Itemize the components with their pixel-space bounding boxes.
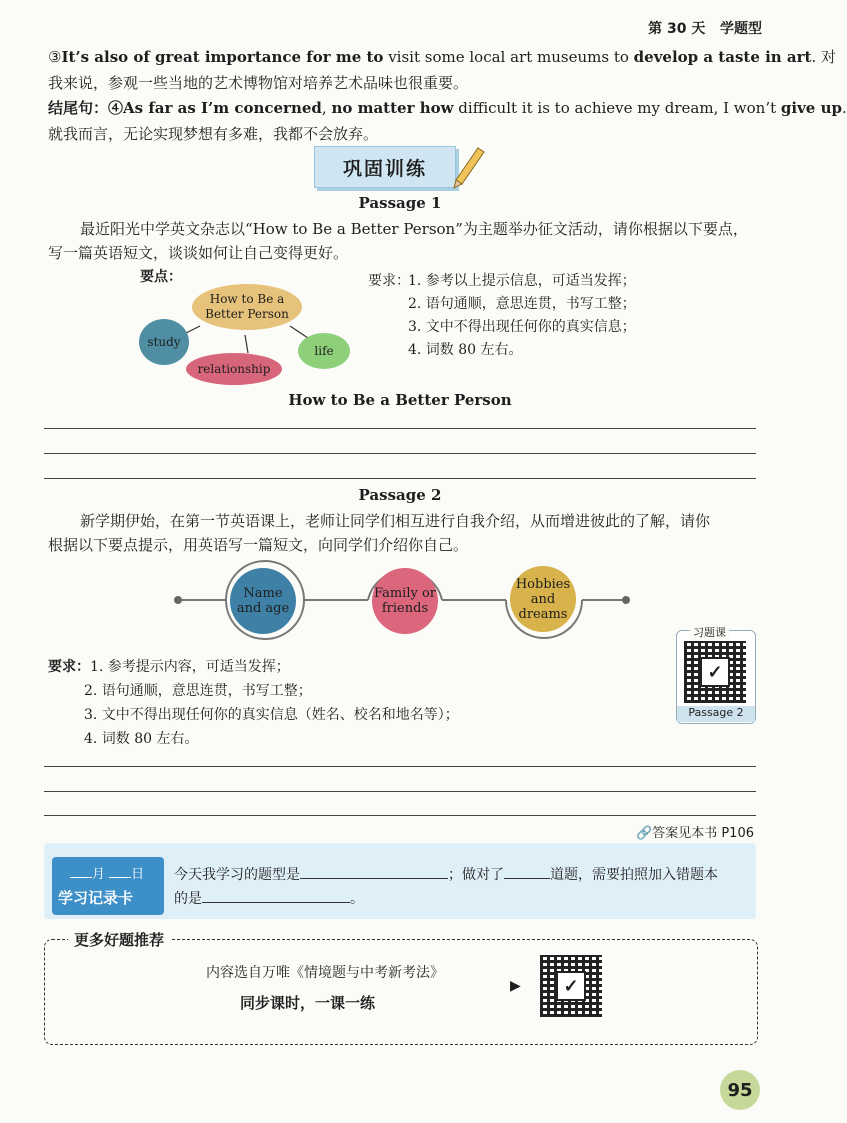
link-icon: 🔗 [636, 826, 653, 841]
passage2-desc-1: 新学期伊始，在第一节英语课上，老师让同学们相互进行自我介绍，从而增进彼此的了解，请你 [80, 512, 711, 530]
intro-line-3: 结尾句：④As far as I’m concerned, no matter how difficult it is to achieve my dream, I won’t give up. [48, 99, 847, 117]
section-title: 巩固训练 [314, 146, 456, 188]
passage2-desc-2: 根据以下要点提示，用英语写一篇短文，向同学们介绍你自己。 [48, 536, 469, 554]
p2-req-1: 1. 参考提示内容，可适当发挥； [90, 659, 290, 675]
writing-line [44, 766, 756, 767]
points-label: 要点： [140, 269, 182, 285]
p1-req-3: 3. 文中不得出现任何你的真实信息； [408, 319, 636, 335]
record-text-2: 的是 。 [174, 891, 364, 907]
more-line-1: 内容选自万唯《情境题与中考新考法》 [206, 965, 444, 981]
p2-req-3: 3. 文中不得出现任何你的真实信息（姓名、校名和地名等）； [84, 707, 459, 723]
passage1-desc-2: 写一篇英语短文，谈谈如何让自己变得更好。 [48, 244, 349, 262]
p2-req-4: 4. 词数 80 左右。 [84, 731, 199, 747]
intro-line-2: 我来说，参观一些当地的艺术博物馆对培养艺术品味也很重要。 [48, 74, 469, 92]
page-header: 第 30 天 学题型 [648, 21, 762, 37]
blank-type[interactable] [300, 878, 448, 879]
more-line-2: 同步课时，一课一练 [240, 994, 376, 1012]
mindmap-center: How to Be a Better Person [192, 284, 302, 330]
writing-line [44, 453, 756, 454]
p1-req-4: 4. 词数 80 左右。 [408, 342, 523, 358]
record-label-box: 月 日 学习记录卡 [52, 857, 164, 915]
arrow-right-icon: ▶ [510, 978, 521, 994]
writing-line [44, 428, 756, 429]
timeline-family-friends: Family or friends [372, 568, 438, 634]
writing-line [44, 815, 756, 816]
p1-req-label: 要求： [368, 273, 410, 289]
mindmap-life: life [298, 333, 350, 369]
mindmap-relationship: relationship [186, 353, 282, 385]
timeline-hobbies-dreams: Hobbies and dreams [510, 566, 576, 632]
timeline-name-age: Name and age [230, 568, 296, 634]
writing-line [44, 791, 756, 792]
p1-req-2: 2. 语句通顺，意思连贯，书写工整； [408, 296, 636, 312]
passage2-title: Passage 2 [358, 486, 442, 504]
passage1-desc-1: 最近阳光中学英文杂志以“How to Be a Better Person”为主题举办征文活动，请你根据以下要点， [80, 220, 748, 238]
qr-card-caption: Passage 2 [677, 706, 755, 722]
answer-reference: 🔗答案见本书 P106 [636, 826, 754, 841]
intro-line-1: ③It’s also of great importance for me to visit some local art museums to develop a taste in art. 对 [48, 48, 837, 66]
blank-mistakes[interactable] [202, 902, 350, 903]
qr-code[interactable]: ✓ [684, 641, 746, 703]
mindmap-study: study [139, 319, 189, 365]
writing-line [44, 478, 756, 479]
recommend-qr-code[interactable]: ✓ [540, 955, 602, 1017]
essay-title: How to Be a Better Person [288, 391, 512, 409]
pencil-icon [448, 140, 488, 190]
more-title: 更多好题推荐 [68, 929, 170, 950]
qr-card-title: 习题课 [690, 624, 729, 640]
record-text-1: 今天我学习的题型是 ；做对了 道题，需要拍照加入错题本 [174, 867, 718, 883]
p2-req-label: 要求： [48, 659, 90, 675]
p1-req-1: 1. 参考以上提示信息，可适当发挥； [408, 273, 636, 289]
blank-count[interactable] [504, 878, 550, 879]
intro-line-4: 就我而言，无论实现梦想有多难，我都不会放弃。 [48, 125, 379, 143]
page-number: 95 [720, 1070, 760, 1110]
more-recommend-box [44, 939, 758, 1045]
passage1-title: Passage 1 [358, 194, 442, 212]
p2-req-2: 2. 语句通顺，意思连贯，书写工整； [84, 683, 312, 699]
